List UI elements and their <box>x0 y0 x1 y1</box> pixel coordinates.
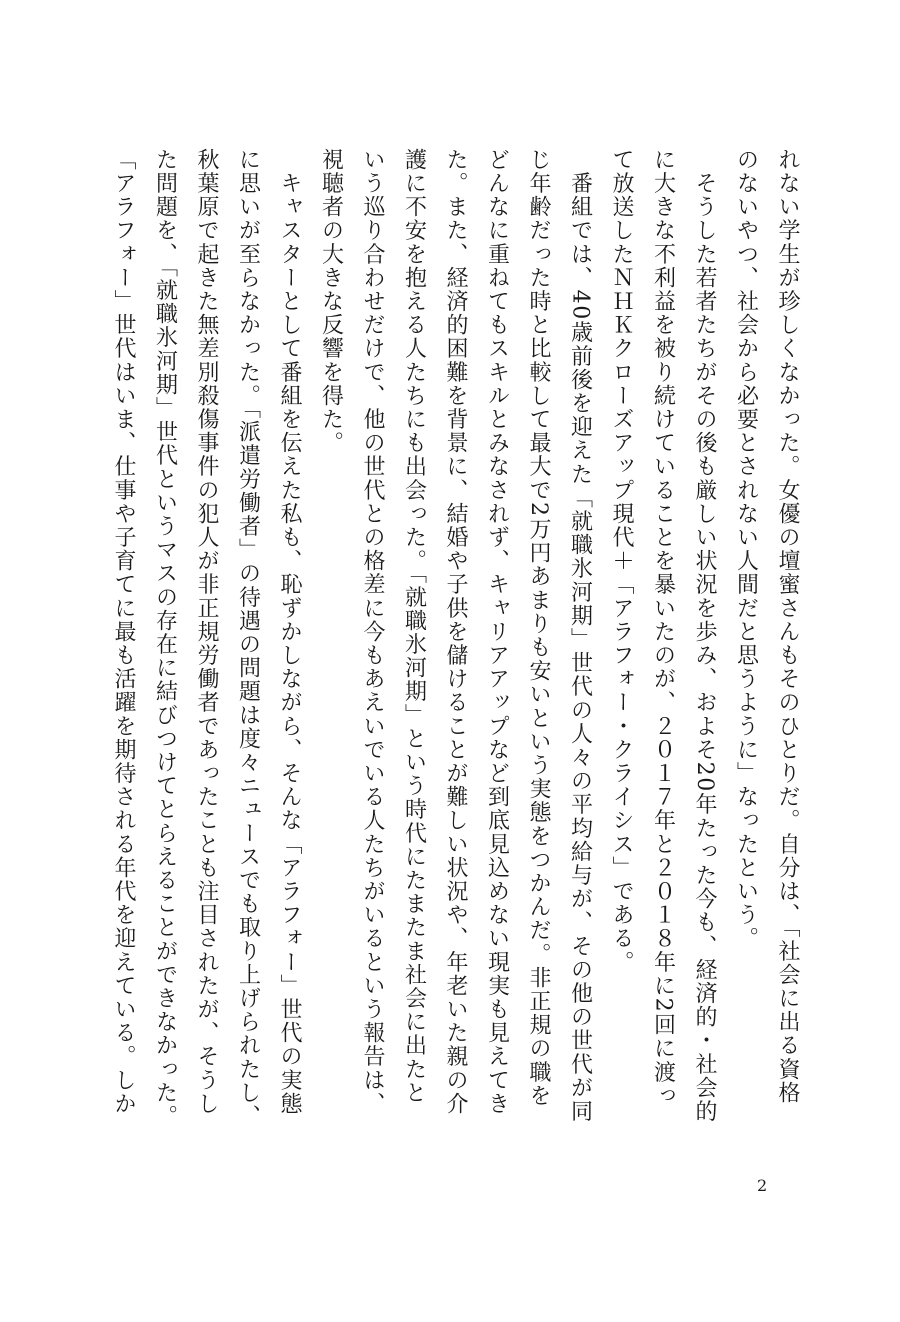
text-line: 番組では、40歳前後を迎えた「就職氷河期」世代の人々の平均給与が、その他の世代が同 <box>567 148 593 1124</box>
text-line: 視聴者の大きな反響を得た。 <box>318 148 344 455</box>
text-line: に思いが至らなかった。「派遣労働者」の待遇の問題は度々ニュースでも取り上げられたし、 <box>235 148 261 1129</box>
text-line: のないやつ、社会から必要とされない人間だと思うように」なったという。 <box>733 148 759 951</box>
text-line: れない学生が珍しくなかった。女優の壇蜜さんもそのひとりだ。自分は、「社会に出る資格 <box>775 148 800 1105</box>
text-line: 秋葉原で起きた無差別殺傷事件の犯人が非正規労働者であったことも注目されたが、そうし <box>194 148 219 1116</box>
vertical-text-body <box>103 148 809 1138</box>
page-number: 2 <box>757 1176 768 1195</box>
text-line: そうした若者たちがその後も厳しい状況を歩み、およそ20年たった今も、経済的・社会的 <box>692 148 717 1124</box>
text-line: 護に不安を抱える人たちにも出会った。「就職氷河期」という時代にたまたま社会に出たと <box>401 148 427 1105</box>
text-line: キャスターとして番組を伝えた私も、恥ずかしながら、そんな「アラフォー」世代の実態 <box>277 148 302 1116</box>
text-line: 「アラフォー」世代はいま、仕事や子育てに最も活躍を期待される年代を迎えている。しか <box>111 148 136 1116</box>
text-line: た。また、経済的困難を背景に、結婚や子供を儲けることが難しい状況や、年老いた親の介 <box>443 148 468 1116</box>
text-line: じ年齢だった時と比較して最大で2万円あまりも安いという実態をつかんだ。非正規の職を <box>526 148 551 1108</box>
text-line: に大きな不利益を被り続けていることを暴いたのが、２０１７年と２０１８年に2回に渡っ <box>650 148 676 1108</box>
text-line: た問題を、「就職氷河期」世代というマスの存在に結びつけてとらえることができなかった。 <box>152 148 178 1129</box>
text-line: いう巡り合わせだけで、他の世代との格差に今もあえいでいる人たちがいるという報告は、 <box>360 148 385 1116</box>
text-line: て放送したＮＨＫクローズアップ現代＋「アラフォー・クライシス」である。 <box>609 148 634 974</box>
text-line: どんなに重ねてもスキルとみなされず、キャリアアップなど到底見込めない現実も見えてき <box>484 148 510 1116</box>
